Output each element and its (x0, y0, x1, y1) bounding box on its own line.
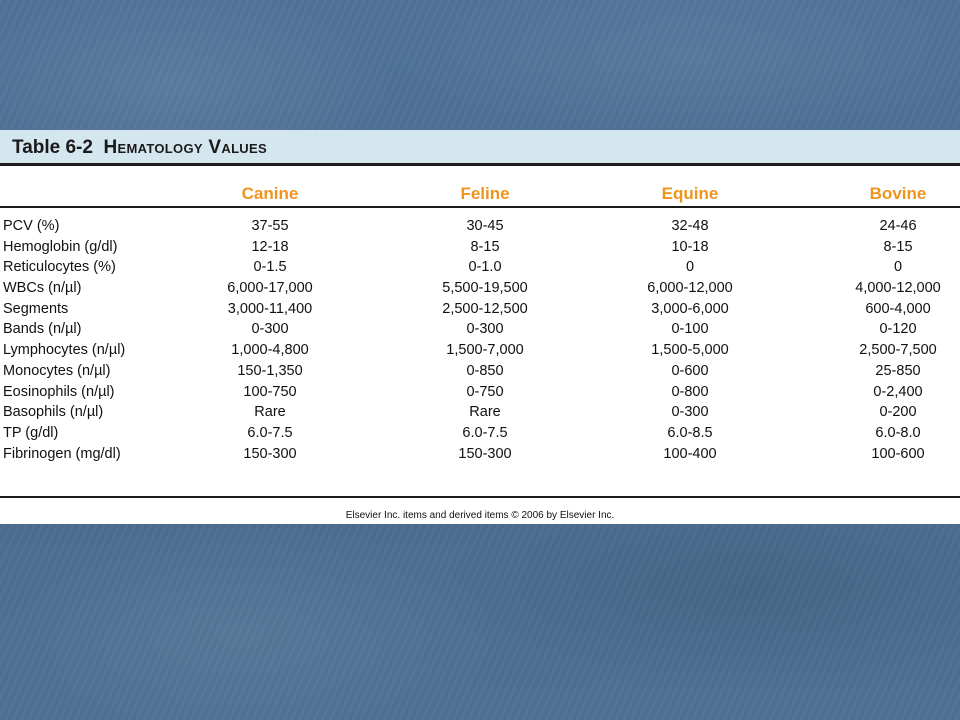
table-cell: 0-1.5 (253, 259, 287, 276)
table-cell: 5,500-19,500 (442, 280, 528, 297)
table-row (0, 218, 960, 239)
table-cell: 6.0-8.0 (875, 424, 921, 441)
table-cell: 2,500-7,500 (859, 342, 937, 359)
row-label: Reticulocytes (%) (3, 259, 116, 276)
column-header-bovine: Bovine (869, 184, 927, 203)
row-label: Lymphocytes (n/µl) (3, 342, 126, 359)
table-bottom-rule (0, 496, 960, 498)
table-row (0, 404, 960, 425)
table-cell: 1,500-7,000 (446, 342, 524, 359)
table-cell: 0 (893, 259, 903, 276)
table-cell: 1,500-5,000 (651, 342, 729, 359)
table-cell: 6.0-7.5 (462, 424, 508, 441)
table-cell: 0-300 (251, 321, 289, 338)
table-cell: 0-1.0 (468, 259, 502, 276)
row-label: WBCs (n/µl) (3, 280, 82, 297)
table-cell: 0-120 (879, 321, 917, 338)
table-cell: 0-100 (671, 321, 709, 338)
table-cell: 8-15 (883, 238, 913, 255)
table-cell: 0-600 (671, 362, 709, 379)
table-cell: 0-200 (879, 404, 917, 421)
table-row (0, 239, 960, 260)
table-cell: 0-2,400 (873, 383, 923, 400)
table-cell: 150-300 (243, 445, 297, 462)
copyright-credit: Elsevier Inc. items and derived items © 2006 by Elsevier Inc. (345, 510, 615, 521)
table-title (12, 137, 267, 159)
table-cell: 30-45 (466, 218, 504, 234)
table-cell: 4,000-12,000 (855, 280, 941, 297)
table-cell: 10-18 (671, 238, 709, 255)
table-cell: 600-4,000 (865, 300, 931, 317)
table-row (0, 342, 960, 363)
table-cell: 3,000-6,000 (651, 300, 729, 317)
table-cell: 100-600 (871, 445, 925, 462)
table-row (0, 384, 960, 405)
column-header-canine: Canine (241, 184, 299, 203)
row-label: Fibrinogen (mg/dl) (3, 445, 121, 462)
table-row (0, 280, 960, 301)
table-cell: Rare (254, 404, 286, 421)
row-label: Segments (3, 300, 69, 317)
table-cell: 0-850 (466, 362, 504, 379)
table-cell: 3,000-11,400 (227, 300, 313, 317)
table-cell: 0-300 (466, 321, 504, 338)
table-row (0, 446, 960, 467)
table-cell: 6.0-8.5 (667, 424, 713, 441)
row-label: Bands (n/µl) (3, 321, 82, 338)
table-row (0, 301, 960, 322)
table-row (0, 259, 960, 280)
table-row (0, 425, 960, 446)
table-cell: 12-18 (251, 238, 289, 255)
column-header-row (0, 182, 960, 208)
table-cell: 0 (685, 259, 695, 276)
table-body (0, 218, 960, 466)
table-name: Hematology Values (103, 137, 267, 158)
row-label: Basophils (n/µl) (3, 404, 104, 421)
table-cell: 8-15 (470, 238, 500, 255)
table-cell: 0-300 (671, 404, 709, 421)
table-cell: 100-400 (663, 445, 717, 462)
table-cell: 2,500-12,500 (442, 300, 528, 317)
table-cell: 6.0-7.5 (247, 424, 293, 441)
table-cell: 37-55 (251, 218, 289, 234)
table-cell: 24-46 (879, 218, 917, 234)
table-panel (0, 130, 960, 524)
table-cell: 6,000-12,000 (647, 280, 733, 297)
row-label: Hemoglobin (g/dl) (3, 238, 118, 255)
row-label: Eosinophils (n/µl) (3, 383, 115, 400)
table-cell: 6,000-17,000 (227, 280, 313, 297)
row-label: TP (g/dl) (3, 424, 59, 441)
table-cell: 150-1,350 (237, 362, 303, 379)
table-cell: 150-300 (458, 445, 512, 462)
row-label: Monocytes (n/µl) (3, 362, 111, 379)
row-label: PCV (%) (3, 218, 60, 234)
table-cell: 1,000-4,800 (231, 342, 309, 359)
table-title-bar (0, 130, 960, 166)
table-cell: 32-48 (671, 218, 709, 234)
table-cell: 0-750 (466, 383, 504, 400)
column-header-feline: Feline (460, 184, 510, 203)
table-cell: 0-800 (671, 383, 709, 400)
table-cell: 100-750 (243, 383, 297, 400)
table-number: Table 6-2 (12, 137, 93, 158)
table-row (0, 321, 960, 342)
table-cell: 25-850 (875, 362, 921, 379)
table-cell: Rare (469, 404, 501, 421)
column-header-equine: Equine (661, 184, 719, 203)
table-row (0, 363, 960, 384)
